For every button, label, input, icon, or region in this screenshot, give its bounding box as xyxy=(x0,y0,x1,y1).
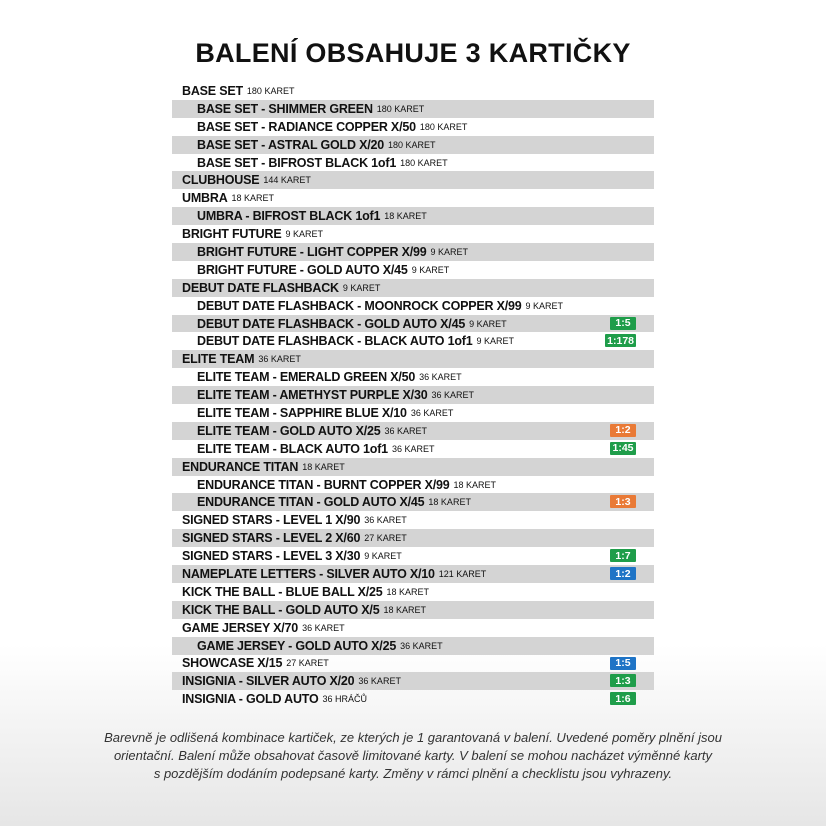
card-count: 36 KARET xyxy=(391,443,435,454)
footer-line: Barevně je odlišená kombinace kartiček, ze kterých je 1 garantovaná v balení. Uvedené poměry plnění jsou xyxy=(104,730,722,745)
set-name: ENDURANCE TITAN xyxy=(182,459,299,474)
card-count: 36 KARET xyxy=(410,407,454,418)
card-count: 36 KARET xyxy=(400,640,443,651)
set-name: BASE SET - RADIANCE COPPER X/50 xyxy=(197,119,416,134)
set-row xyxy=(172,583,654,601)
set-name: KICK THE BALL - BLUE BALL X/25 xyxy=(182,584,383,599)
footer-note xyxy=(40,729,786,783)
ratio-badge: 1:3 xyxy=(610,674,636,687)
set-name: DEBUT DATE FLASHBACK - MOONROCK COPPER X/99 xyxy=(197,298,522,313)
set-name: GAME JERSEY X/70 xyxy=(182,620,299,635)
set-name: KICK THE BALL - GOLD AUTO X/5 xyxy=(182,602,380,617)
set-name: BASE SET - BIFROST BLACK 1of1 xyxy=(197,155,397,170)
set-row xyxy=(172,189,654,207)
card-count: 27 KARET xyxy=(286,658,329,669)
parallel-row xyxy=(172,476,654,494)
set-name: BASE SET - ASTRAL GOLD X/20 xyxy=(197,137,384,152)
footer-line: orientační. Balení může obsahovat časově limitované karty. V balení se mohou nacházet výměnné karty xyxy=(113,748,713,763)
set-name: SIGNED STARS - LEVEL 2 X/60 xyxy=(182,531,361,546)
card-count: 36 HRÁČŮ xyxy=(322,694,368,705)
set-name: ELITE TEAM - BLACK AUTO 1of1 xyxy=(197,441,388,456)
card-count: 36 KARET xyxy=(302,622,345,633)
parallel-row xyxy=(172,136,654,154)
parallel-row xyxy=(172,207,654,225)
set-name: BASE SET xyxy=(182,83,243,98)
ratio-badge: 1:7 xyxy=(610,549,636,562)
page-title: BALENÍ OBSAHUJE 3 KARTIČKY xyxy=(195,38,631,68)
set-name: INSIGNIA - GOLD AUTO xyxy=(182,692,319,707)
card-count: 36 KARET xyxy=(358,676,401,687)
parallel-row xyxy=(172,154,654,172)
card-count: 27 KARET xyxy=(364,533,407,544)
set-name: DEBUT DATE FLASHBACK - GOLD AUTO X/45 xyxy=(197,316,466,331)
card-count: 18 KARET xyxy=(384,211,427,222)
parallel-row xyxy=(172,422,654,440)
parallel-row xyxy=(172,368,654,386)
ratio-badge: 1:6 xyxy=(610,692,636,705)
set-name: SIGNED STARS - LEVEL 3 X/30 xyxy=(182,549,361,564)
footer-line: s pozdějším dodáním podepsané karty. Změny v rámci plnění a checklistu jsou vyhrazeny. xyxy=(153,766,673,781)
card-count: 180 KARET xyxy=(400,157,448,168)
card-count: 36 KARET xyxy=(364,515,407,526)
card-count: 9 KARET xyxy=(285,229,323,240)
set-row xyxy=(172,82,654,100)
set-name: BASE SET - SHIMMER GREEN xyxy=(197,101,373,116)
set-row xyxy=(172,565,654,583)
card-count: 18 KARET xyxy=(383,604,426,615)
card-count: 36 KARET xyxy=(419,372,462,383)
parallel-row xyxy=(172,493,654,511)
set-row xyxy=(172,672,654,690)
card-count: 9 KARET xyxy=(411,264,450,275)
card-count: 36 KARET xyxy=(258,354,301,365)
set-row xyxy=(172,529,654,547)
ratio-badge: 1:178 xyxy=(607,334,634,347)
set-name: BRIGHT FUTURE xyxy=(182,227,282,242)
parallel-row xyxy=(172,637,654,655)
set-name: UMBRA xyxy=(182,191,228,206)
parallel-row xyxy=(172,100,654,118)
parallel-row xyxy=(172,261,654,279)
ratio-badge: 1:3 xyxy=(610,495,636,508)
set-name: GAME JERSEY - GOLD AUTO X/25 xyxy=(197,638,397,653)
card-list xyxy=(172,82,654,708)
card-count: 36 KARET xyxy=(431,390,474,401)
card-count: 18 KARET xyxy=(453,479,497,490)
parallel-row xyxy=(172,315,654,333)
card-count: 9 KARET xyxy=(525,300,564,311)
set-row xyxy=(172,279,654,297)
set-row xyxy=(172,350,654,368)
parallel-row xyxy=(172,404,654,422)
parallel-row xyxy=(172,297,654,315)
set-row xyxy=(172,547,654,565)
card-count: 18 KARET xyxy=(231,193,275,204)
set-name: DEBUT DATE FLASHBACK xyxy=(182,280,339,295)
set-row xyxy=(172,511,654,529)
card-count: 9 KARET xyxy=(342,282,381,293)
parallel-row xyxy=(172,332,654,350)
set-name: ELITE TEAM xyxy=(182,352,255,367)
ratio-badge: 1:2 xyxy=(610,424,636,437)
card-count: 9 KARET xyxy=(364,551,402,562)
set-name: ELITE TEAM - SAPPHIRE BLUE X/10 xyxy=(197,405,407,420)
set-row xyxy=(172,655,654,673)
set-row xyxy=(172,690,654,708)
card-count: 36 KARET xyxy=(384,425,428,436)
card-count: 180 KARET xyxy=(376,103,425,114)
set-row xyxy=(172,225,654,243)
card-count: 18 KARET xyxy=(302,461,345,472)
set-name: CLUBHOUSE xyxy=(182,173,260,188)
set-row xyxy=(172,458,654,476)
ratio-badge: 1:5 xyxy=(610,317,636,330)
set-row xyxy=(172,601,654,619)
set-name: DEBUT DATE FLASHBACK - BLACK AUTO 1of1 xyxy=(197,334,473,349)
parallel-row xyxy=(172,243,654,261)
set-name: BRIGHT FUTURE - GOLD AUTO X/45 xyxy=(197,262,408,277)
card-count: 9 KARET xyxy=(476,336,515,347)
set-name: ENDURANCE TITAN - GOLD AUTO X/45 xyxy=(197,495,425,510)
parallel-row xyxy=(172,118,654,136)
ratio-badge: 1:5 xyxy=(610,657,636,670)
card-count: 180 KARET xyxy=(388,139,436,150)
set-name: ENDURANCE TITAN - BURNT COPPER X/99 xyxy=(197,477,450,492)
card-count: 18 KARET xyxy=(386,586,430,597)
ratio-badge: 1:45 xyxy=(610,442,636,455)
card-count: 180 KARET xyxy=(246,85,295,96)
set-name: SIGNED STARS - LEVEL 1 X/90 xyxy=(182,513,361,528)
set-row xyxy=(172,171,654,189)
set-name: NAMEPLATE LETTERS - SILVER AUTO X/10 xyxy=(182,566,435,581)
card-count: 144 KARET xyxy=(263,175,311,186)
set-name: BRIGHT FUTURE - LIGHT COPPER X/99 xyxy=(197,244,427,259)
card-count: 9 KARET xyxy=(469,318,507,329)
ratio-badge: 1:2 xyxy=(610,567,636,580)
set-name: ELITE TEAM - AMETHYST PURPLE X/30 xyxy=(197,388,428,403)
set-name: SHOWCASE X/15 xyxy=(182,656,283,671)
parallel-row xyxy=(172,386,654,404)
card-count: 121 KARET xyxy=(438,568,487,579)
card-count: 18 KARET xyxy=(428,497,471,508)
set-name: ELITE TEAM - EMERALD GREEN X/50 xyxy=(197,370,416,385)
set-name: ELITE TEAM - GOLD AUTO X/25 xyxy=(197,423,381,438)
parallel-row xyxy=(172,440,654,458)
card-count: 180 KARET xyxy=(419,121,468,132)
card-count: 9 KARET xyxy=(430,246,469,257)
set-name: UMBRA - BIFROST BLACK 1of1 xyxy=(197,209,381,224)
set-row xyxy=(172,619,654,637)
set-name: INSIGNIA - SILVER AUTO X/20 xyxy=(182,674,355,689)
